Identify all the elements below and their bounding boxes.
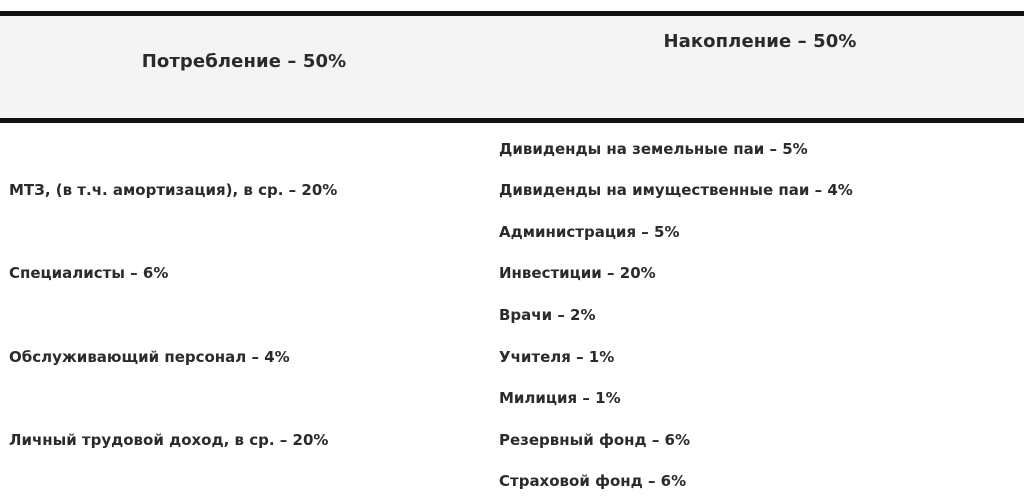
- consumption-item-service-staff: Обслуживающий персонал – 4%: [9, 348, 290, 366]
- accumulation-item-land-dividends: Дивиденды на земельные паи – 5%: [499, 140, 808, 158]
- accumulation-item-police: Милиция – 1%: [499, 389, 621, 407]
- consumption-item-specialists: Специалисты – 6%: [9, 264, 169, 282]
- accumulation-item-investments: Инвестиции – 20%: [499, 264, 656, 282]
- header-consumption: Потребление – 50%: [141, 51, 347, 72]
- accumulation-item-property-dividends: Дивиденды на имущественные паи – 4%: [499, 181, 853, 199]
- accumulation-item-administration: Администрация – 5%: [499, 223, 680, 241]
- consumption-item-personal-income: Личный трудовой доход, в ср. – 20%: [9, 431, 329, 449]
- consumption-item-mtz: МТЗ, (в т.ч. амортизация), в ср. – 20%: [9, 181, 338, 199]
- accumulation-item-teachers: Учителя – 1%: [499, 348, 615, 366]
- accumulation-item-insurance-fund: Страховой фонд – 6%: [499, 472, 687, 490]
- header-accumulation: Накопление – 50%: [663, 31, 857, 52]
- header-bottom-border: [0, 118, 1024, 123]
- accumulation-item-doctors: Врачи – 2%: [499, 306, 596, 324]
- accumulation-item-reserve-fund: Резервный фонд – 6%: [499, 431, 691, 449]
